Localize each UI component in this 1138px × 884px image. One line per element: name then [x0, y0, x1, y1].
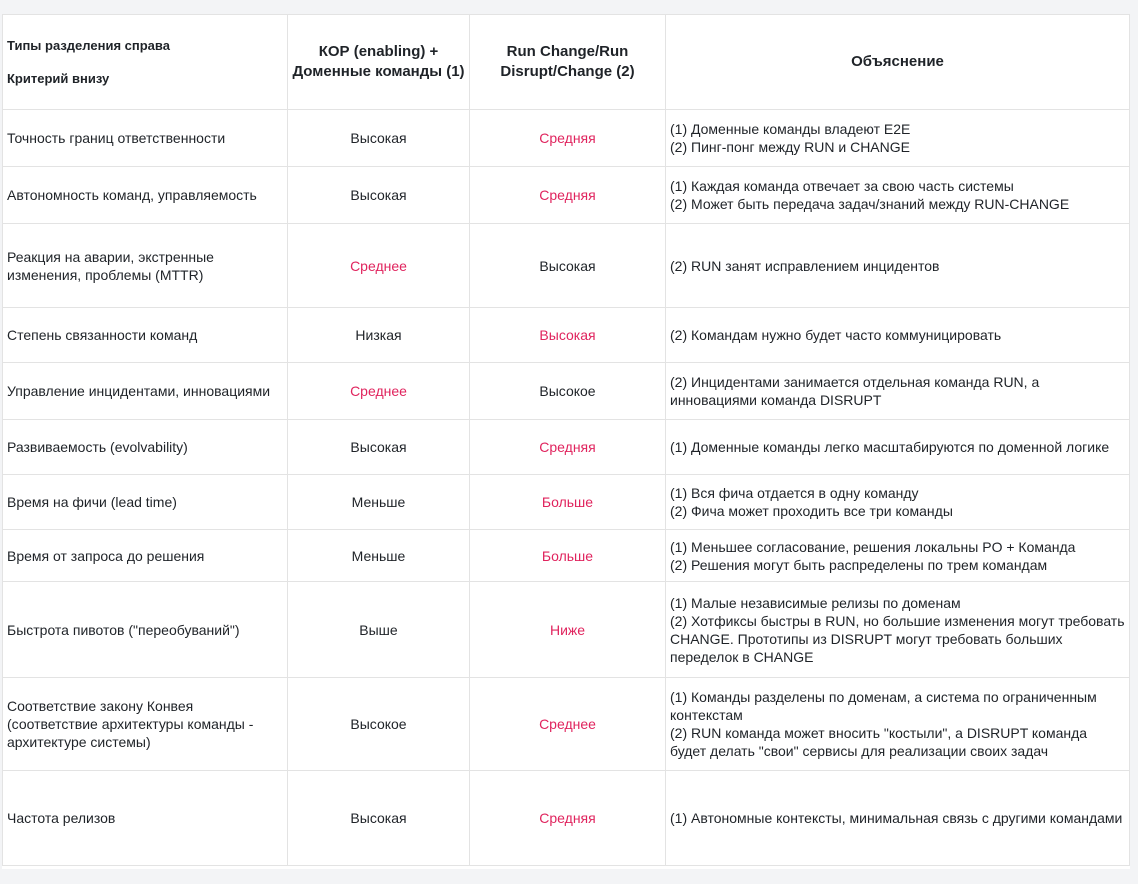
explanation-column-header: Объяснение — [666, 15, 1130, 110]
kop-rating-cell: Высокая — [288, 110, 470, 167]
explanation-cell — [666, 475, 1130, 530]
criterion-cell: Автономность команд, управляемость — [3, 167, 288, 224]
explanation-cell — [666, 678, 1130, 771]
criterion-cell: Реакция на аварии, экстренные изменения, проблемы (MTTR) — [3, 224, 288, 308]
criteria-header — [3, 15, 288, 110]
explanation-line: (2) RUN занят исправлением инцидентов — [670, 257, 940, 274]
run-rating-cell: Больше — [470, 475, 666, 530]
kop-rating-cell: Высокая — [288, 167, 470, 224]
explanation-line: (2) Хотфиксы быстры в RUN, но большие изменения могут требовать CHANGE. Прототипы из DISRUPT могут требовать больших переделок в CHANGE — [670, 612, 1125, 665]
criterion-cell: Время от запроса до решения — [3, 530, 288, 582]
explanation-line: (1) Доменные команды легко масштабируются по доменной логике — [670, 439, 1110, 455]
comparison-table-container — [2, 14, 1130, 869]
run-rating-cell: Высокая — [470, 308, 666, 363]
explanation-line: (2) Командам нужно будет часто коммуницировать — [670, 327, 1002, 343]
criterion-cell: Время на фичи (lead time) — [3, 475, 288, 530]
run-rating-cell: Средняя — [470, 167, 666, 224]
kop-rating-cell: Выше — [288, 582, 470, 678]
run-column-header: Run Change/Run Disrupt/Change (2) — [470, 15, 666, 110]
run-rating-cell: Высокая — [470, 224, 666, 308]
run-rating-cell: Средняя — [470, 771, 666, 866]
explanation-line: (1) Вся фича отдается в одну команду — [670, 485, 919, 501]
table-row — [3, 308, 1130, 363]
explanation-cell — [666, 110, 1130, 167]
criterion-cell: Частота релизов — [3, 771, 288, 866]
criteria-header-subtitle: Критерий внизу — [7, 71, 110, 86]
table-row — [3, 530, 1130, 582]
explanation-line: (1) Каждая команда отвечает за свою часть системы — [670, 178, 1014, 194]
table-body — [3, 110, 1130, 866]
kop-rating-cell: Высокое — [288, 678, 470, 771]
explanation-cell — [666, 363, 1130, 420]
table-row — [3, 678, 1130, 771]
run-rating-cell: Больше — [470, 530, 666, 582]
explanation-line: (2) RUN команда может вносить "костыли", а DISRUPT команда будет делать "свои" сервисы для реализации своих задач — [670, 725, 1088, 759]
explanation-line: (1) Меньшее согласование, решения локальны PO + Команда — [670, 538, 1076, 555]
kop-rating-cell: Низкая — [288, 308, 470, 363]
table-row — [3, 363, 1130, 420]
table-row — [3, 771, 1130, 866]
criterion-cell: Быстрота пивотов ("переобуваний") — [3, 582, 288, 678]
run-rating-cell: Средняя — [470, 420, 666, 475]
kop-rating-cell: Среднее — [288, 224, 470, 308]
explanation-line: (2) Фича может проходить все три команды — [670, 503, 953, 519]
explanation-line: (1) Доменные команды владеют E2E — [670, 121, 911, 137]
criterion-cell: Степень связанности команд — [3, 308, 288, 363]
run-rating-cell: Высокое — [470, 363, 666, 420]
explanation-line: (1) Команды разделены по доменам, а система по ограниченным контекстам — [670, 689, 1097, 723]
criterion-cell: Управление инцидентами, инновациями — [3, 363, 288, 420]
explanation-cell — [666, 167, 1130, 224]
table-row — [3, 224, 1130, 308]
explanation-cell — [666, 308, 1130, 363]
explanation-line: (2) Пинг-понг между RUN и CHANGE — [670, 139, 910, 155]
table-row — [3, 582, 1130, 678]
run-rating-cell: Средняя — [470, 110, 666, 167]
explanation-cell — [666, 582, 1130, 678]
run-rating-cell: Ниже — [470, 582, 666, 678]
kop-rating-cell: Меньше — [288, 530, 470, 582]
header-row — [3, 15, 1130, 110]
table-row — [3, 475, 1130, 530]
kop-rating-cell: Среднее — [288, 363, 470, 420]
explanation-cell — [666, 771, 1130, 866]
explanation-cell — [666, 420, 1130, 475]
kop-rating-cell: Высокая — [288, 771, 470, 866]
explanation-line: (2) Инцидентами занимается отдельная команда RUN, а инновациями команда DISRUPT — [670, 374, 1040, 408]
criterion-cell: Развиваемость (evolvability) — [3, 420, 288, 475]
criterion-cell: Соответствие закону Конвея (соответствие архитектуры команды - архитектуре системы) — [3, 678, 288, 771]
explanation-cell — [666, 530, 1130, 582]
table-row — [3, 110, 1130, 167]
explanation-line: (2) Решения могут быть распределены по трем командам — [670, 556, 1048, 573]
run-rating-cell: Среднее — [470, 678, 666, 771]
explanation-cell — [666, 224, 1130, 308]
criteria-header-title: Типы разделения справа — [7, 38, 170, 53]
explanation-line: (1) Автономные контексты, минимальная связь с другими командами — [670, 810, 1123, 826]
comparison-table — [2, 14, 1130, 866]
explanation-line: (1) Малые независимые релизы по доменам — [670, 594, 961, 611]
criterion-cell: Точность границ ответственности — [3, 110, 288, 167]
kop-rating-cell: Меньше — [288, 475, 470, 530]
kop-rating-cell: Высокая — [288, 420, 470, 475]
table-row — [3, 420, 1130, 475]
kop-column-header: КОР (enabling) + Доменные команды (1) — [288, 15, 470, 110]
explanation-line: (2) Может быть передача задач/знаний между RUN-CHANGE — [670, 196, 1070, 212]
table-row — [3, 167, 1130, 224]
